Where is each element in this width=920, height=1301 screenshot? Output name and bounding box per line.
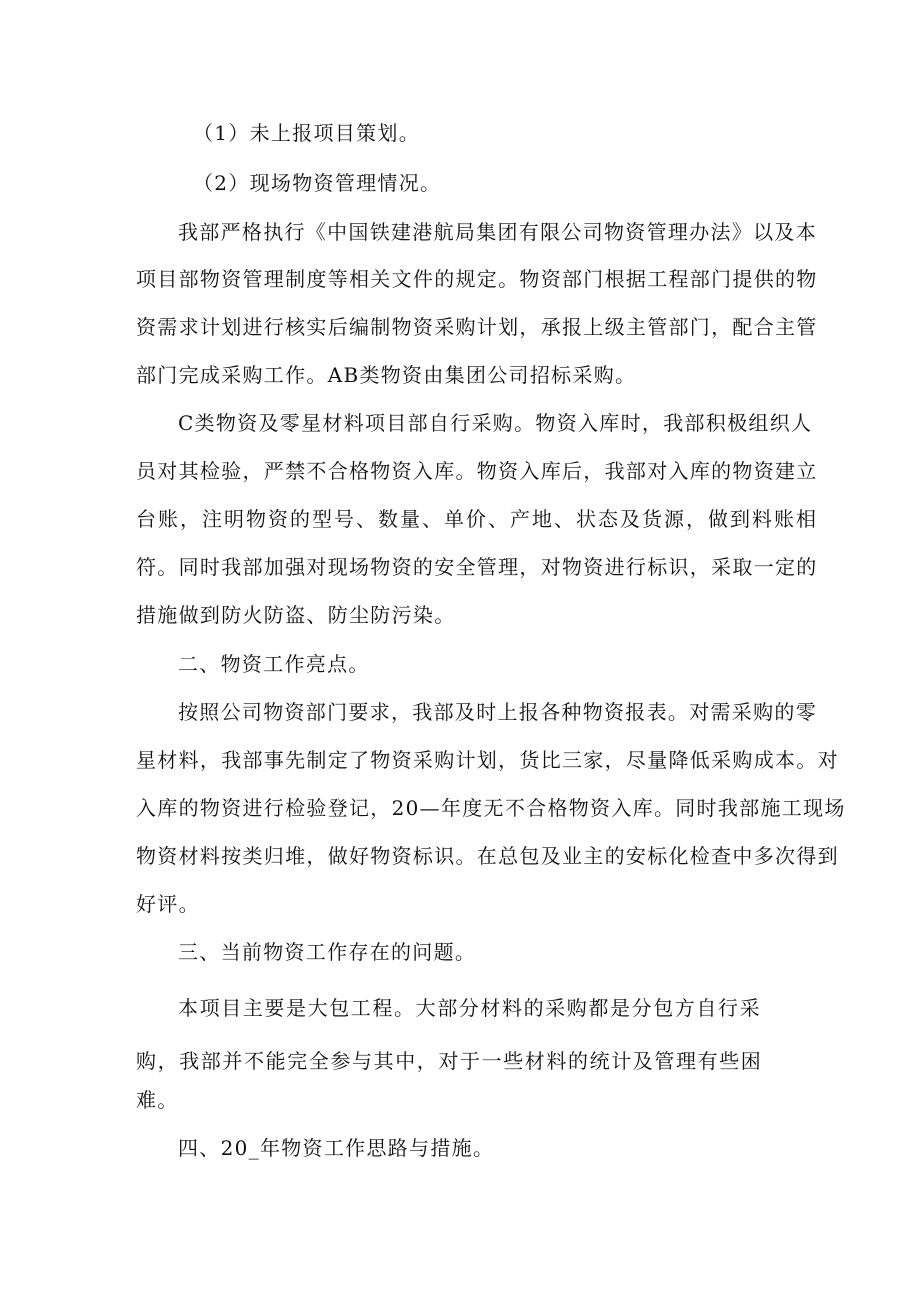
paragraph-3-line-5: 好评。 [136,892,200,916]
heading-3: 三、当前物资工作存在的问题。 [178,940,477,964]
list-item-2: （2）现场物资管理情况。 [193,171,442,195]
paragraph-2-line-4: 符。同时我部加强对现场物资的安全管理，对物资进行标识，采取一定的 [136,555,818,579]
paragraph-2-line-2: 员对其检验，严禁不合格物资入库。物资入库后，我部对入库的物资建立 [136,459,818,483]
paragraph-1-line-4: 部门完成采购工作。AB类物资由集团公司招标采购。 [136,363,637,387]
paragraph-1-line-2: 项目部物资管理制度等相关文件的规定。物资部门根据工程部门提供的物 [136,267,818,291]
paragraph-1-line-1: 我部严格执行《中国铁建港航局集团有限公司物资管理办法》以及本 [178,220,817,244]
paragraph-4-line-2: 购，我部并不能完全参与其中，对于一些材料的统计及管理有些困 [136,1049,763,1073]
paragraph-2-line-1: C类物资及零星材料项目部自行采购。物资入库时，我部积极组织人 [178,411,813,435]
heading-4: 四、20_年物资工作思路与措施。 [178,1136,495,1160]
list-item-1: （1）未上报项目策划。 [193,121,421,145]
paragraph-4-line-3: 难。 [136,1088,179,1112]
paragraph-3-line-1: 按照公司物资部门要求，我部及时上报各种物资报表。对需采购的零 [178,700,817,724]
paragraph-2-line-5: 措施做到防火防盗、防尘防污染。 [136,603,456,627]
heading-2: 二、物资工作亮点。 [178,652,370,676]
paragraph-3-line-2: 星材料，我部事先制定了物资采购计划，货比三家，尽量降低采购成本。对 [136,748,839,772]
paragraph-1-line-3: 资需求计划进行核实后编制物资采购计划，承报上级主管部门，配合主管 [136,315,818,339]
paragraph-3-line-3: 入库的物资进行检验登记，20—年度无不合格物资入库。同时我部施工现场 [136,796,846,820]
paragraph-3-line-4: 物资材料按类归堆，做好物资标识。在总包及业主的安标化检查中多次得到 [136,844,839,868]
paragraph-4-line-1: 本项目主要是大包工程。大部分材料的采购都是分包方自行采 [178,996,762,1020]
paragraph-2-line-3: 台账，注明物资的型号、数量、单价、产地、状态及货源，做到料账相 [136,507,818,531]
